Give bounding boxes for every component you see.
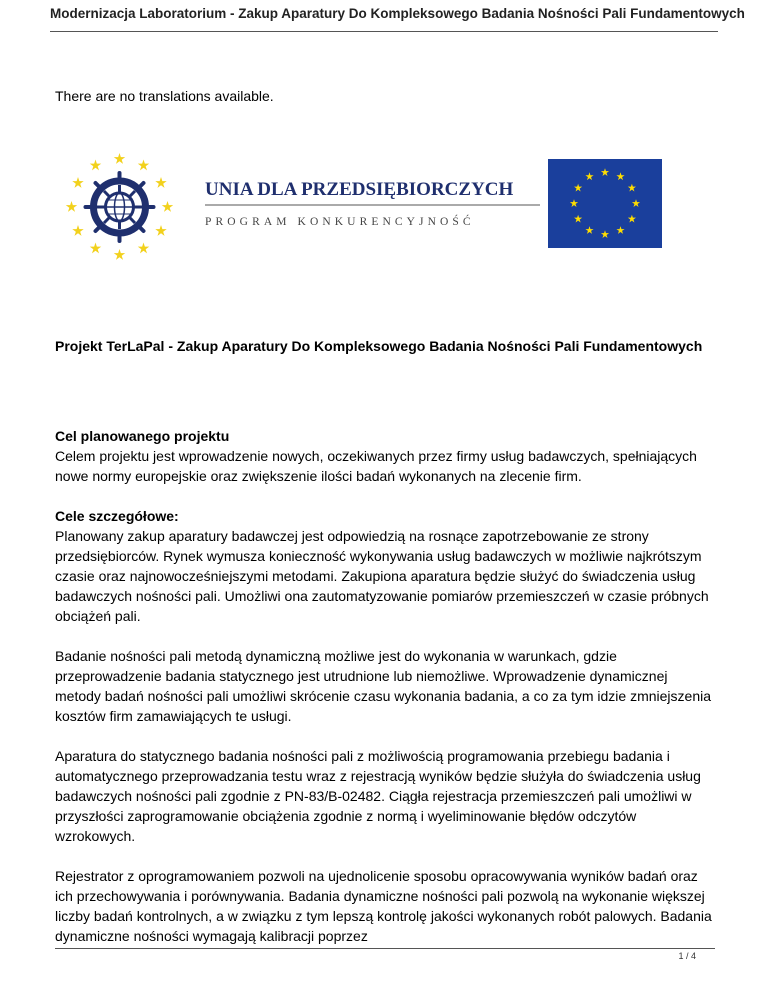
recorder-paragraph: Rejestrator z oprogramowaniem pozwoli na ujednolicenie sposobu opracowywania wyników badań oraz ich przechowywania i porównywania. Badania dynamiczne nośności pali pozwolą na wykonanie większej liczby badań kontrolnych, a w związku z tym lepszą kontrolę jakości wykonanych robót palowych. Badania dynamiczne nośności wymagają kalibracji poprzez [55, 868, 712, 944]
dynamic-testing-paragraph: Badanie nośności pali metodą dynamiczną możliwe jest do wykonania w warunkach, gdzie przeprowadzenie badania statycznego jest utrudnione lub niemożliwe. Wprowadzenie dynamicznej metody badań nośności pali umożliwi skrócenie czasu wykonania badania, a co za tym idzie zmniejszenia kosztów firm zamawiających te usługi. [55, 648, 712, 724]
translations-notice: There are no translations available. [55, 88, 274, 104]
page-number: 1 / 4 [678, 951, 696, 961]
project-goal-text: Celem projektu jest wprowadzenie nowych, oczekiwanych przez firmy usług badawczych, spełniających nowe normy europejskie oraz zwiększenie ilości badań wykonanych na zlecenie firm. [55, 448, 697, 484]
eu-flag-icon [548, 159, 662, 248]
project-title: Projekt TerLaPal - Zakup Aparatury Do Kompleksowego Badania Nośności Pali Fundamentowych [55, 338, 703, 354]
banner-heading: UNIA DLA PRZEDSIĘBIORCZYCH [205, 179, 514, 200]
ship-wheel-logo-icon [66, 153, 173, 260]
footer-divider [55, 948, 715, 949]
header-divider [50, 31, 718, 32]
banner-subheading: PROGRAM KONKURENCYJNOŚĆ [205, 216, 475, 228]
page-header-title: Modernizacja Laboratorium - Zakup Aparatury Do Kompleksowego Badania Nośności Pali Fundamentowych [50, 6, 745, 21]
section-heading-project-goal: Cel planowanego projektu [55, 428, 230, 444]
section-heading-specific-goals: Cele szczegółowe: [55, 508, 179, 524]
article-content [55, 336, 715, 946]
eu-funding-banner [55, 148, 668, 266]
static-testing-paragraph: Aparatura do statycznego badania nośności pali z możliwością programowania przebiegu badania i automatycznego przeprowadzania testu wraz z rejestracją wyników będzie służyła do świadczenia usług badawczych nośności pali zgodnie z PN-83/B-02482. Ciągła rejestracja przemieszczeń pali umożliwi w przyszłości zaprogramowanie obciążenia zgodnie z normą i wyeliminowanie błędów odczytów wzrokowych. [55, 748, 701, 844]
specific-goals-text: Planowany zakup aparatury badawczej jest odpowiedzią na rosnące zapotrzebowanie ze strony przedsiębiorców. Rynek wymusza konieczność wykonywania usług badawczych w możliwie najkrótszym czasie oraz najnowocześniejszymi metodami. Zakupiona aparatura będzie służyć do świadczenia usług badawczych nośności pali. Umożliwi ona zautomatyzowanie pomiarów przemieszczeń w czasie próbnych obciążeń pali. [55, 528, 709, 624]
